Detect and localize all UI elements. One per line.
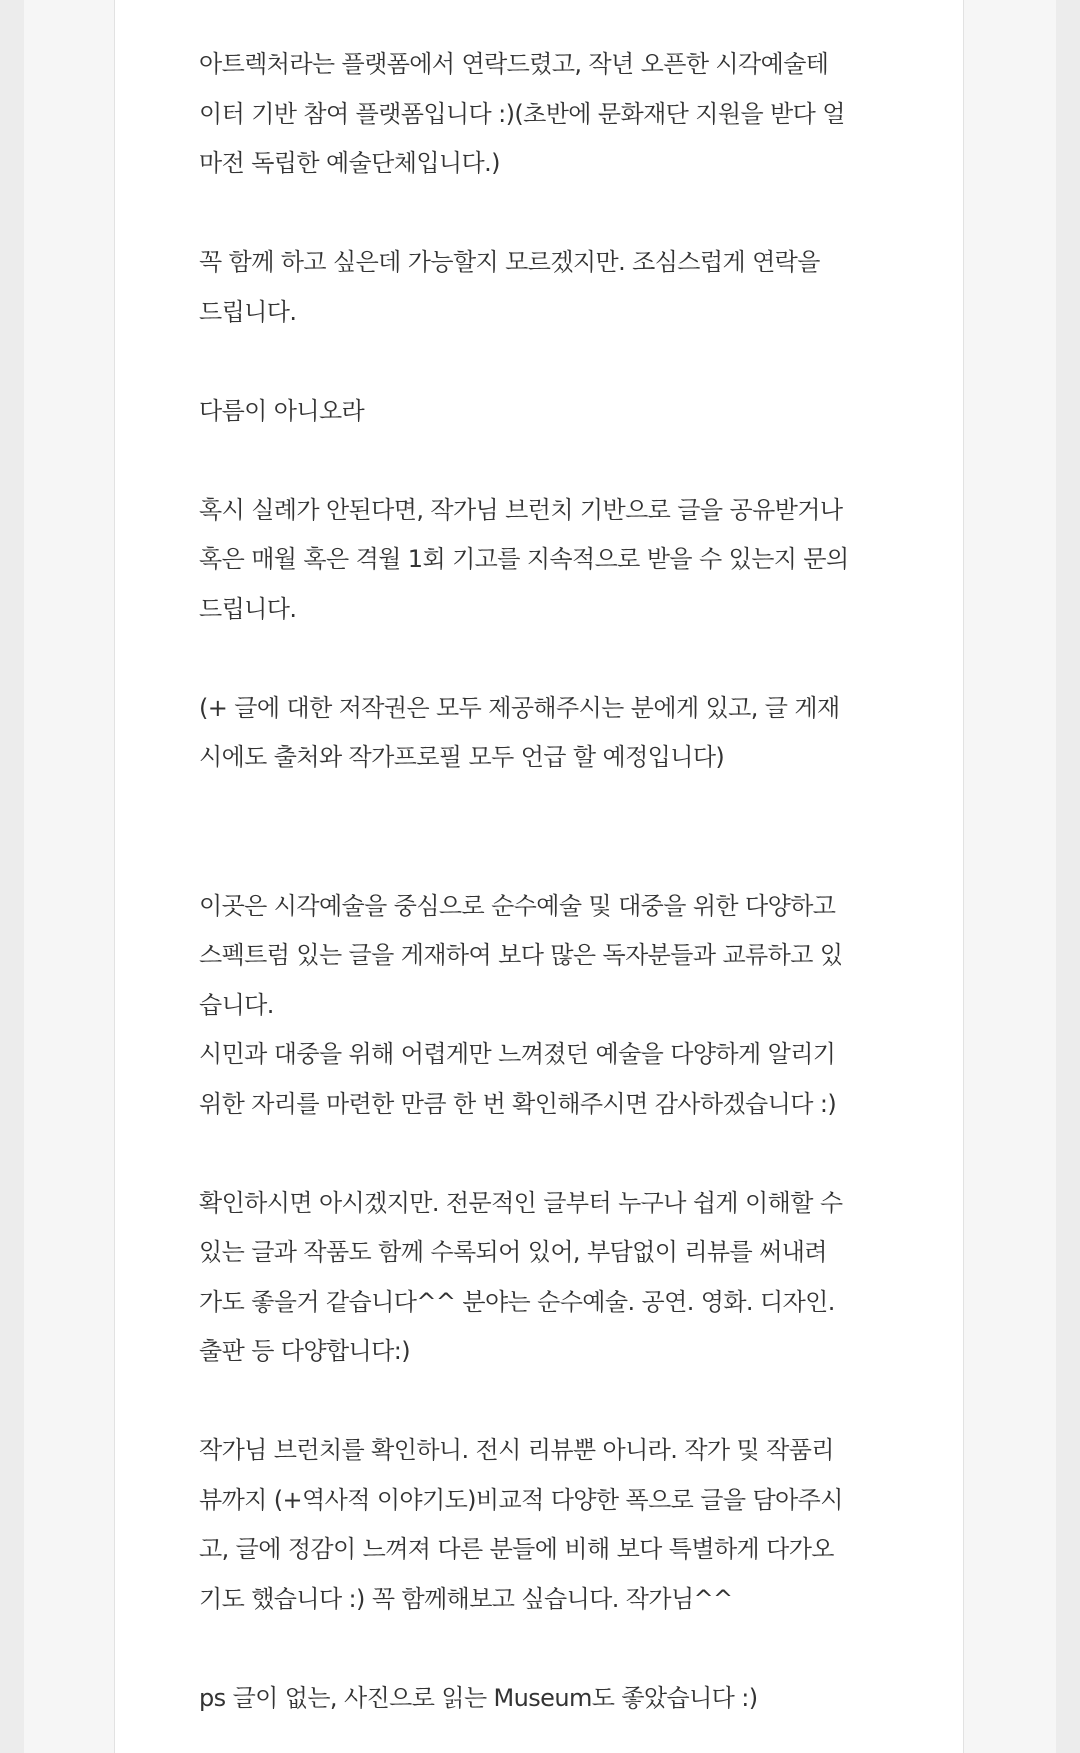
blank-line <box>199 337 899 387</box>
letter-card <box>114 0 964 1753</box>
blank-line <box>199 1624 899 1674</box>
text-line: ps 글이 없는, 사진으로 읽는 Museum도 좋았습니다 :) <box>199 1683 758 1712</box>
blank-line <box>199 189 899 239</box>
text-line: 작가님 브런치를 확인하니. 전시 리뷰뿐 아니라. 작가 및 작품리 <box>199 1436 834 1464</box>
blank-line <box>199 634 899 684</box>
text-line: 확인하시면 아시겠지만. 전문적인 글부터 누구나 쉽게 이해할 수 <box>199 1188 843 1217</box>
text-line: 출판 등 다양합니다:) <box>199 1337 410 1365</box>
text-line: 이터 기반 참여 플랫폼입니다 :)(초반에 문화재단 지원을 받다 얼 <box>199 99 845 128</box>
text-line: 혹은 매월 혹은 격월 1회 기고를 지속적으로 받을 수 있는지 문의 <box>199 545 849 573</box>
text-line: 혹시 실례가 안된다면, 작가님 브런치 기반으로 글을 공유받거나 <box>199 495 843 524</box>
text-line: 마전 독립한 예술단체입니다.) <box>199 149 500 177</box>
blank-line <box>199 1377 899 1427</box>
text-line: 이곳은 시각예술을 중심으로 순수예술 및 대중을 위한 다양하고 <box>199 891 836 920</box>
blank-line <box>199 832 899 882</box>
blank-line <box>199 783 899 833</box>
text-line: 드립니다. <box>199 297 297 326</box>
text-line: 가도 좋을거 같습니다^^ 분야는 순수예술. 공연. 영화. 디자인. <box>199 1287 835 1316</box>
text-line: 위한 자리를 마련한 만큼 한 번 확인해주시면 감사하겠습니다 :) <box>199 1089 837 1118</box>
letter-body <box>199 40 899 1723</box>
text-line: 다름이 아니오라 <box>199 396 365 425</box>
text-line: 있는 글과 작품도 함께 수록되어 있어, 부담없이 리뷰를 써내려 <box>199 1238 827 1266</box>
blank-line <box>199 436 899 486</box>
text-line: 스펙트럼 있는 글을 게재하여 보다 많은 독자분들과 교류하고 있 <box>199 941 843 969</box>
text-line: 뷰까지 (+역사적 이야기도)비교적 다양한 폭으로 글을 담아주시 <box>199 1485 843 1514</box>
text-line: 습니다. <box>199 990 274 1019</box>
text-line: (+ 글에 대한 저작권은 모두 제공해주시는 분에게 있고, 글 게재 <box>199 693 840 722</box>
text-line: 드립니다. <box>199 594 297 623</box>
blank-line <box>199 1129 899 1179</box>
text-line: 기도 했습니다 :) 꼭 함께해보고 싶습니다. 작가님^^ <box>199 1584 733 1613</box>
page-background <box>24 0 1056 1753</box>
text-line: 꼭 함께 하고 싶은데 가능할지 모르겠지만. 조심스럽게 연락을 <box>199 248 820 276</box>
text-line: 시민과 대중을 위해 어렵게만 느껴졌던 예술을 다양하게 알리기 <box>199 1040 836 1068</box>
text-line: 고, 글에 정감이 느껴져 다른 분들에 비해 보다 특별하게 다가오 <box>199 1535 834 1563</box>
text-line: 시에도 출처와 작가프로필 모두 언급 할 예정입니다) <box>199 743 725 771</box>
text-line: 아트렉처라는 플랫폼에서 연락드렸고, 작년 오픈한 시각예술테 <box>199 50 829 78</box>
